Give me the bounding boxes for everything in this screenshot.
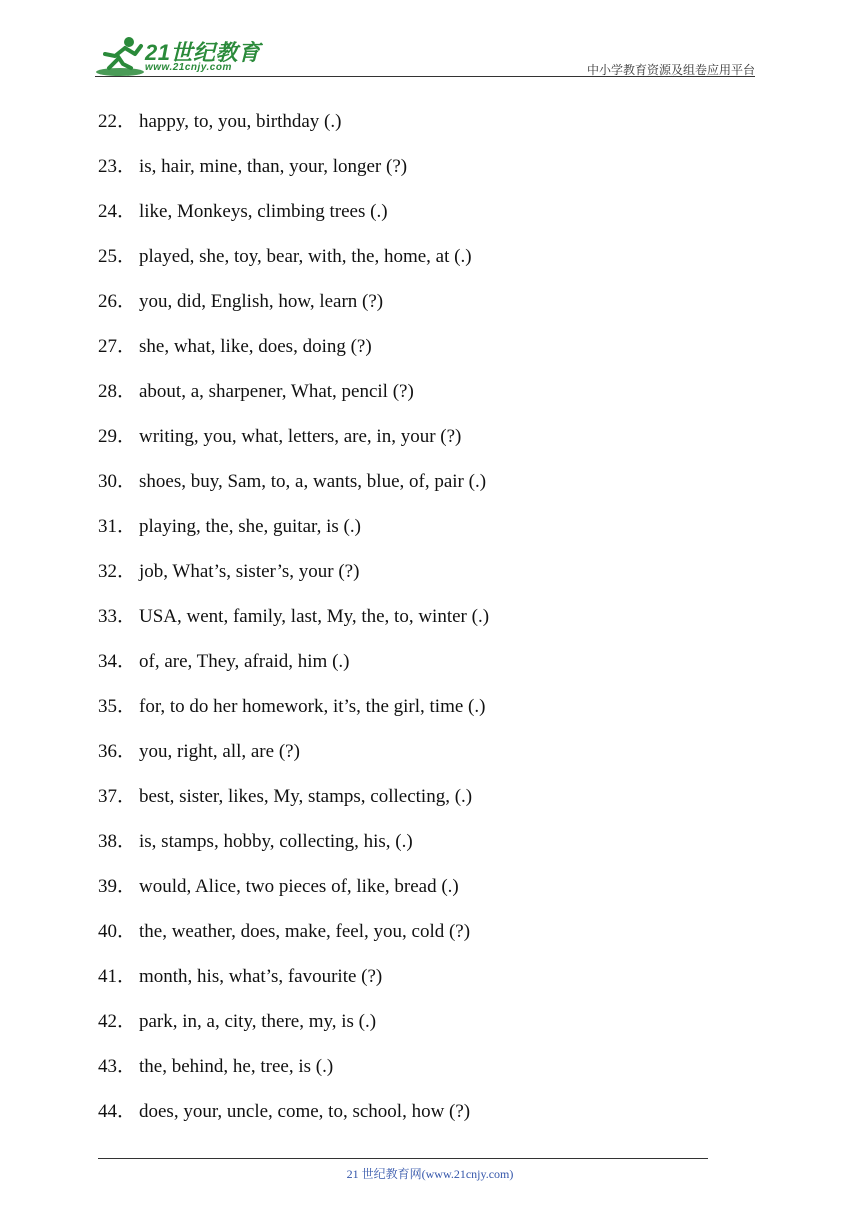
question-item [98,918,738,963]
question-text: shoes, buy, Sam, to, a, wants, blue, of, pair (.) [139,471,487,492]
logo-wordmark: 21世纪教育 [145,40,261,65]
question-number: 38． [98,831,137,852]
question-item [98,1053,738,1098]
question-number: 41． [98,966,137,987]
question-number: 22． [98,111,137,132]
question-text: you, did, English, how, learn (?) [139,291,384,312]
question-number: 37． [98,786,137,807]
question-text: job, What’s, sister’s, your (?) [139,561,360,582]
footer-divider [98,1158,708,1159]
question-item [98,1008,738,1053]
runner-logo-icon [95,34,145,78]
question-text: about, a, sharpener, What, pencil (?) [139,381,414,402]
question-number: 35． [98,696,137,717]
question-number: 32． [98,561,137,582]
question-item [98,378,738,423]
question-text: the, behind, he, tree, is (.) [139,1056,334,1077]
question-text: is, hair, mine, than, your, longer (?) [139,156,408,177]
question-text: USA, went, family, last, My, the, to, winter (.) [139,606,490,627]
question-number: 34． [98,651,137,672]
question-number: 25． [98,246,137,267]
question-number: 27． [98,336,137,357]
question-number: 23． [98,156,137,177]
logo-url: www.21cnjy.com [145,62,232,73]
question-text: does, your, uncle, come, to, school, how (?) [139,1101,471,1122]
question-item [98,153,738,198]
question-item [98,648,738,693]
question-text: she, what, like, does, doing (?) [139,336,372,357]
site-logo [95,34,265,78]
question-text: playing, the, she, guitar, is (.) [139,516,361,537]
question-number: 36． [98,741,137,762]
question-item [98,693,738,738]
question-text: played, she, toy, bear, with, the, home, at (.) [139,246,472,267]
question-text: of, are, They, afraid, him (.) [139,651,350,672]
header-platform-label: 中小学教育资源及组卷应用平台 [586,63,755,77]
question-item [98,783,738,828]
question-text: for, to do her homework, it’s, the girl, time (.) [139,696,486,717]
question-item [98,513,738,558]
question-list [98,108,738,1143]
question-item [98,468,738,513]
question-item [98,738,738,783]
question-number: 42． [98,1011,137,1032]
question-text: like, Monkeys, climbing trees (.) [139,201,388,222]
question-item [98,423,738,468]
question-text: best, sister, likes, My, stamps, collecting, (.) [139,786,473,807]
question-item [98,333,738,378]
question-number: 40． [98,921,137,942]
question-item [98,963,738,1008]
question-item [98,288,738,333]
question-item [98,198,738,243]
question-number: 39． [98,876,137,897]
question-item [98,1098,738,1143]
question-number: 24． [98,201,137,222]
question-number: 26． [98,291,137,312]
question-item [98,558,738,603]
question-item [98,108,738,153]
question-text: would, Alice, two pieces of, like, bread (.) [139,876,459,897]
question-text: is, stamps, hobby, collecting, his, (.) [139,831,413,852]
question-number: 30． [98,471,137,492]
question-number: 44． [98,1101,137,1122]
header-divider [95,76,755,77]
question-item [98,828,738,873]
question-number: 28． [98,381,137,402]
question-text: you, right, all, are (?) [139,741,300,762]
question-item [98,873,738,918]
question-number: 43． [98,1056,137,1077]
footer-site-link[interactable]: 21 世纪教育网(www.21cnjy.com) [346,1167,514,1181]
question-number: 33． [98,606,137,627]
question-text: happy, to, you, birthday (.) [139,111,342,132]
question-text: month, his, what’s, favourite (?) [139,966,383,987]
question-number: 31． [98,516,137,537]
page-header [95,30,755,80]
question-text: park, in, a, city, there, my, is (.) [139,1011,377,1032]
question-item [98,603,738,648]
question-number: 29． [98,426,137,447]
question-item [98,243,738,288]
question-text: the, weather, does, make, feel, you, cold (?) [139,921,471,942]
question-text: writing, you, what, letters, are, in, your (?) [139,426,462,447]
